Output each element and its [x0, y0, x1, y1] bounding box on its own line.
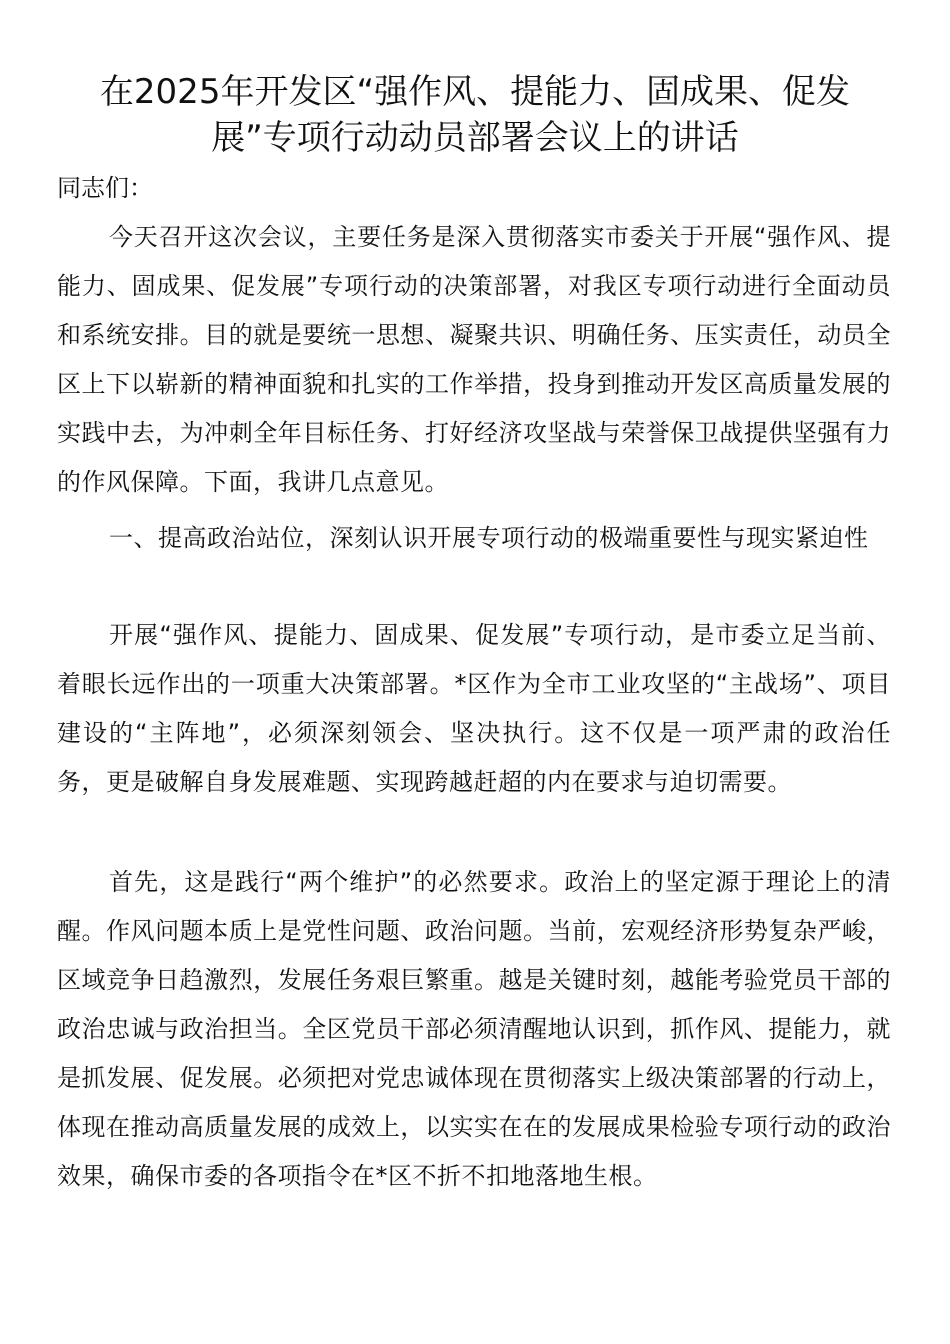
paragraph-intro: 今天召开这次会议，主要任务是深入贯彻落实市委关于开展“强作风、提能力、固成果、促发展”专项行动的决策部署，对我区专项行动进行全面动员和系统安排。目的就是要统一思想、凝聚共识、明确任务、压实责任，动员全区上下以崭新的精神面貌和扎实的工作举措，投身到推动开发区高质量发展的实践中去，为冲刺全年目标任务、打好经济攻坚战与荣誉保卫战提供坚强有力的作风保障。下面，我讲几点意见。	[57, 223, 891, 496]
paragraph-section-1-body: 开展“强作风、提能力、固成果、促发展”专项行动，是市委立足当前、着眼长远作出的一项重大决策部署。*区作为全市工业攻坚的“主战场”、项目建设的“主阵地”，必须深刻领会、坚决执行。这不仅是一项严肃的政治任务，更是破解自身发展难题、实现跨越赶超的内在要求与迫切需要。	[57, 621, 891, 796]
paragraph-first-point: 首先，这是践行“两个维护”的必然要求。政治上的坚定源于理论上的清醒。作风问题本质上是党性问题、政治问题。当前，宏观经济形势复杂严峻，区域竞争日趋激烈，发展任务艰巨繁重。越是关键时刻，越能考验党员干部的政治忠诚与政治担当。全区党员干部必须清醒地认识到，抓作风、提能力，就是抓发展、促发展。必须把对党忠诚体现在贯彻落实上级决策部署的行动上，体现在推动高质量发展的成效上，以实实在在的发展成果检验专项行动的政治效果，确保市委的各项指令在*区不折不扣地落地生根。	[57, 868, 891, 1190]
section-heading-1: 一、提高政治站位，深刻认识开展专项行动的极端重要性与现实紧迫性	[109, 524, 869, 552]
document-title-line-1: 在2025年开发区“强作风、提能力、固成果、促发	[99, 72, 851, 112]
document-title-line-2: 展”专项行动动员部署会议上的讲话	[211, 118, 739, 158]
salutation: 同志们：	[57, 174, 153, 202]
